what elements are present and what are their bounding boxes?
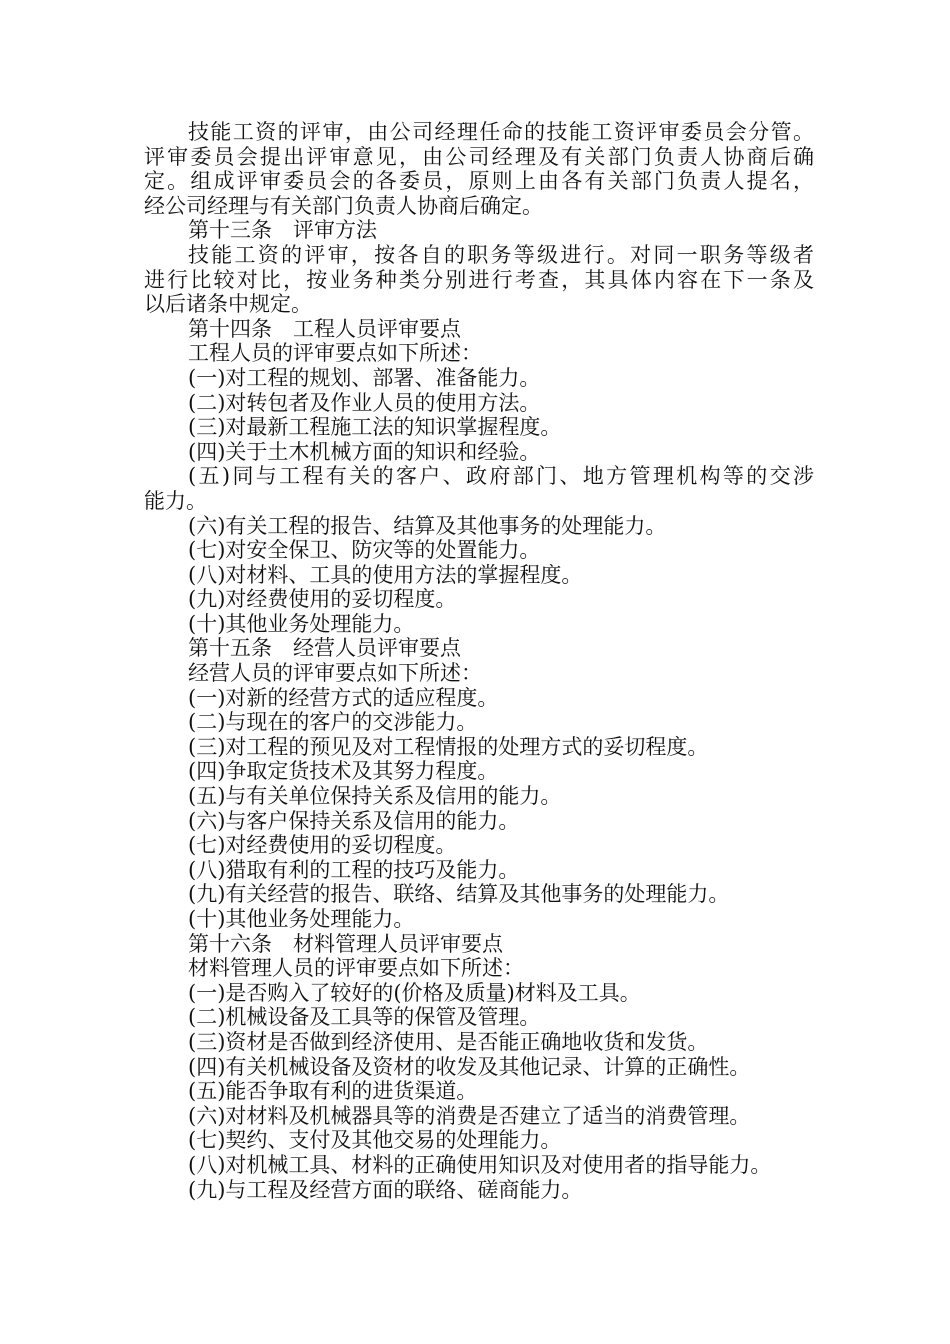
text-line: (一)是否购入了较好的(价格及质量)材料及工具。 bbox=[188, 980, 641, 1005]
text-line: (七)契约、支付及其他交易的处理能力。 bbox=[188, 1128, 562, 1153]
text-line: (三)对最新工程施工法的知识掌握程度。 bbox=[188, 415, 562, 440]
document-body bbox=[144, 120, 814, 1202]
text-line: 定。组成评审委员会的各委员，原则上由各有关部门负责人提名， bbox=[144, 169, 814, 194]
text-line: (十)其他业务处理能力。 bbox=[188, 611, 415, 636]
text-line: 技能工资的评审，由公司经理任命的技能工资评审委员会分管。 bbox=[188, 120, 814, 144]
text-line: 第十六条 材料管理人员评审要点 bbox=[188, 931, 503, 956]
text-line: (二)机械设备及工具等的保管及管理。 bbox=[188, 1005, 541, 1030]
text-line: (六)有关工程的报告、结算及其他事务的处理能力。 bbox=[188, 513, 667, 538]
text-line: 以后诸条中规定。 bbox=[144, 292, 312, 317]
text-line: 技能工资的评审，按各自的职务等级进行。对同一职务等级者 bbox=[188, 242, 814, 267]
text-line: (九)与工程及经营方面的联络、磋商能力。 bbox=[188, 1177, 583, 1202]
text-line: (一)对工程的规划、部署、准备能力。 bbox=[188, 365, 541, 390]
text-line: (二)对转包者及作业人员的使用方法。 bbox=[188, 390, 541, 415]
text-line: (二)与现在的客户的交涉能力。 bbox=[188, 710, 478, 735]
text-line: 进行比较对比，按业务种类分别进行考查，其具体内容在下一条及 bbox=[144, 267, 814, 292]
text-line: (九)有关经营的报告、联络、结算及其他事务的处理能力。 bbox=[188, 882, 730, 907]
text-line: (四)有关机械设备及资材的收发及其他记录、计算的正确性。 bbox=[188, 1054, 751, 1079]
text-line: (六)与客户保持关系及信用的能力。 bbox=[188, 808, 520, 833]
text-line: (八)对材料、工具的使用方法的掌握程度。 bbox=[188, 562, 583, 587]
text-line: 第十四条 工程人员评审要点 bbox=[188, 316, 461, 341]
text-line: (十)其他业务处理能力。 bbox=[188, 907, 415, 931]
text-line: 材料管理人员的评审要点如下所述： bbox=[188, 956, 524, 981]
text-line: (八)对机械工具、材料的正确使用知识及对使用者的指导能力。 bbox=[188, 1152, 772, 1177]
text-line: 经公司经理与有关部门负责人协商后确定。 bbox=[144, 193, 543, 218]
text-line: (四)关于土木机械方面的知识和经验。 bbox=[188, 439, 541, 464]
text-line: 经营人员的评审要点如下所述： bbox=[188, 661, 482, 686]
text-line: (四)争取定货技术及其努力程度。 bbox=[188, 759, 499, 784]
text-line: (一)对新的经营方式的适应程度。 bbox=[188, 685, 499, 710]
text-line: (五)同与工程有关的客户、政府部门、地方管理机构等的交涉 bbox=[188, 464, 814, 489]
text-line: 能力。 bbox=[144, 488, 207, 513]
text-line: 工程人员的评审要点如下所述： bbox=[188, 341, 482, 366]
text-line: (九)对经费使用的妥切程度。 bbox=[188, 587, 457, 612]
text-line: (五)与有关单位保持关系及信用的能力。 bbox=[188, 784, 562, 809]
text-line: (三)资材是否做到经济使用、是否能正确地收货和发货。 bbox=[188, 1029, 709, 1054]
text-line: (五)能否争取有利的进货渠道。 bbox=[188, 1079, 478, 1104]
text-line: 第十五条 经营人员评审要点 bbox=[188, 636, 461, 661]
text-line: 第十三条 评审方法 bbox=[188, 218, 377, 243]
text-line: (八)猎取有利的工程的技巧及能力。 bbox=[188, 857, 520, 882]
text-line: (六)对材料及机械器具等的消费是否建立了适当的消费管理。 bbox=[188, 1103, 751, 1128]
text-line: (三)对工程的预见及对工程情报的处理方式的妥切程度。 bbox=[188, 734, 709, 759]
text-line: (七)对经费使用的妥切程度。 bbox=[188, 833, 457, 858]
text-line: (七)对安全保卫、防灾等的处置能力。 bbox=[188, 538, 541, 563]
text-line: 评审委员会提出评审意见，由公司经理及有关部门负责人协商后确 bbox=[144, 144, 814, 169]
